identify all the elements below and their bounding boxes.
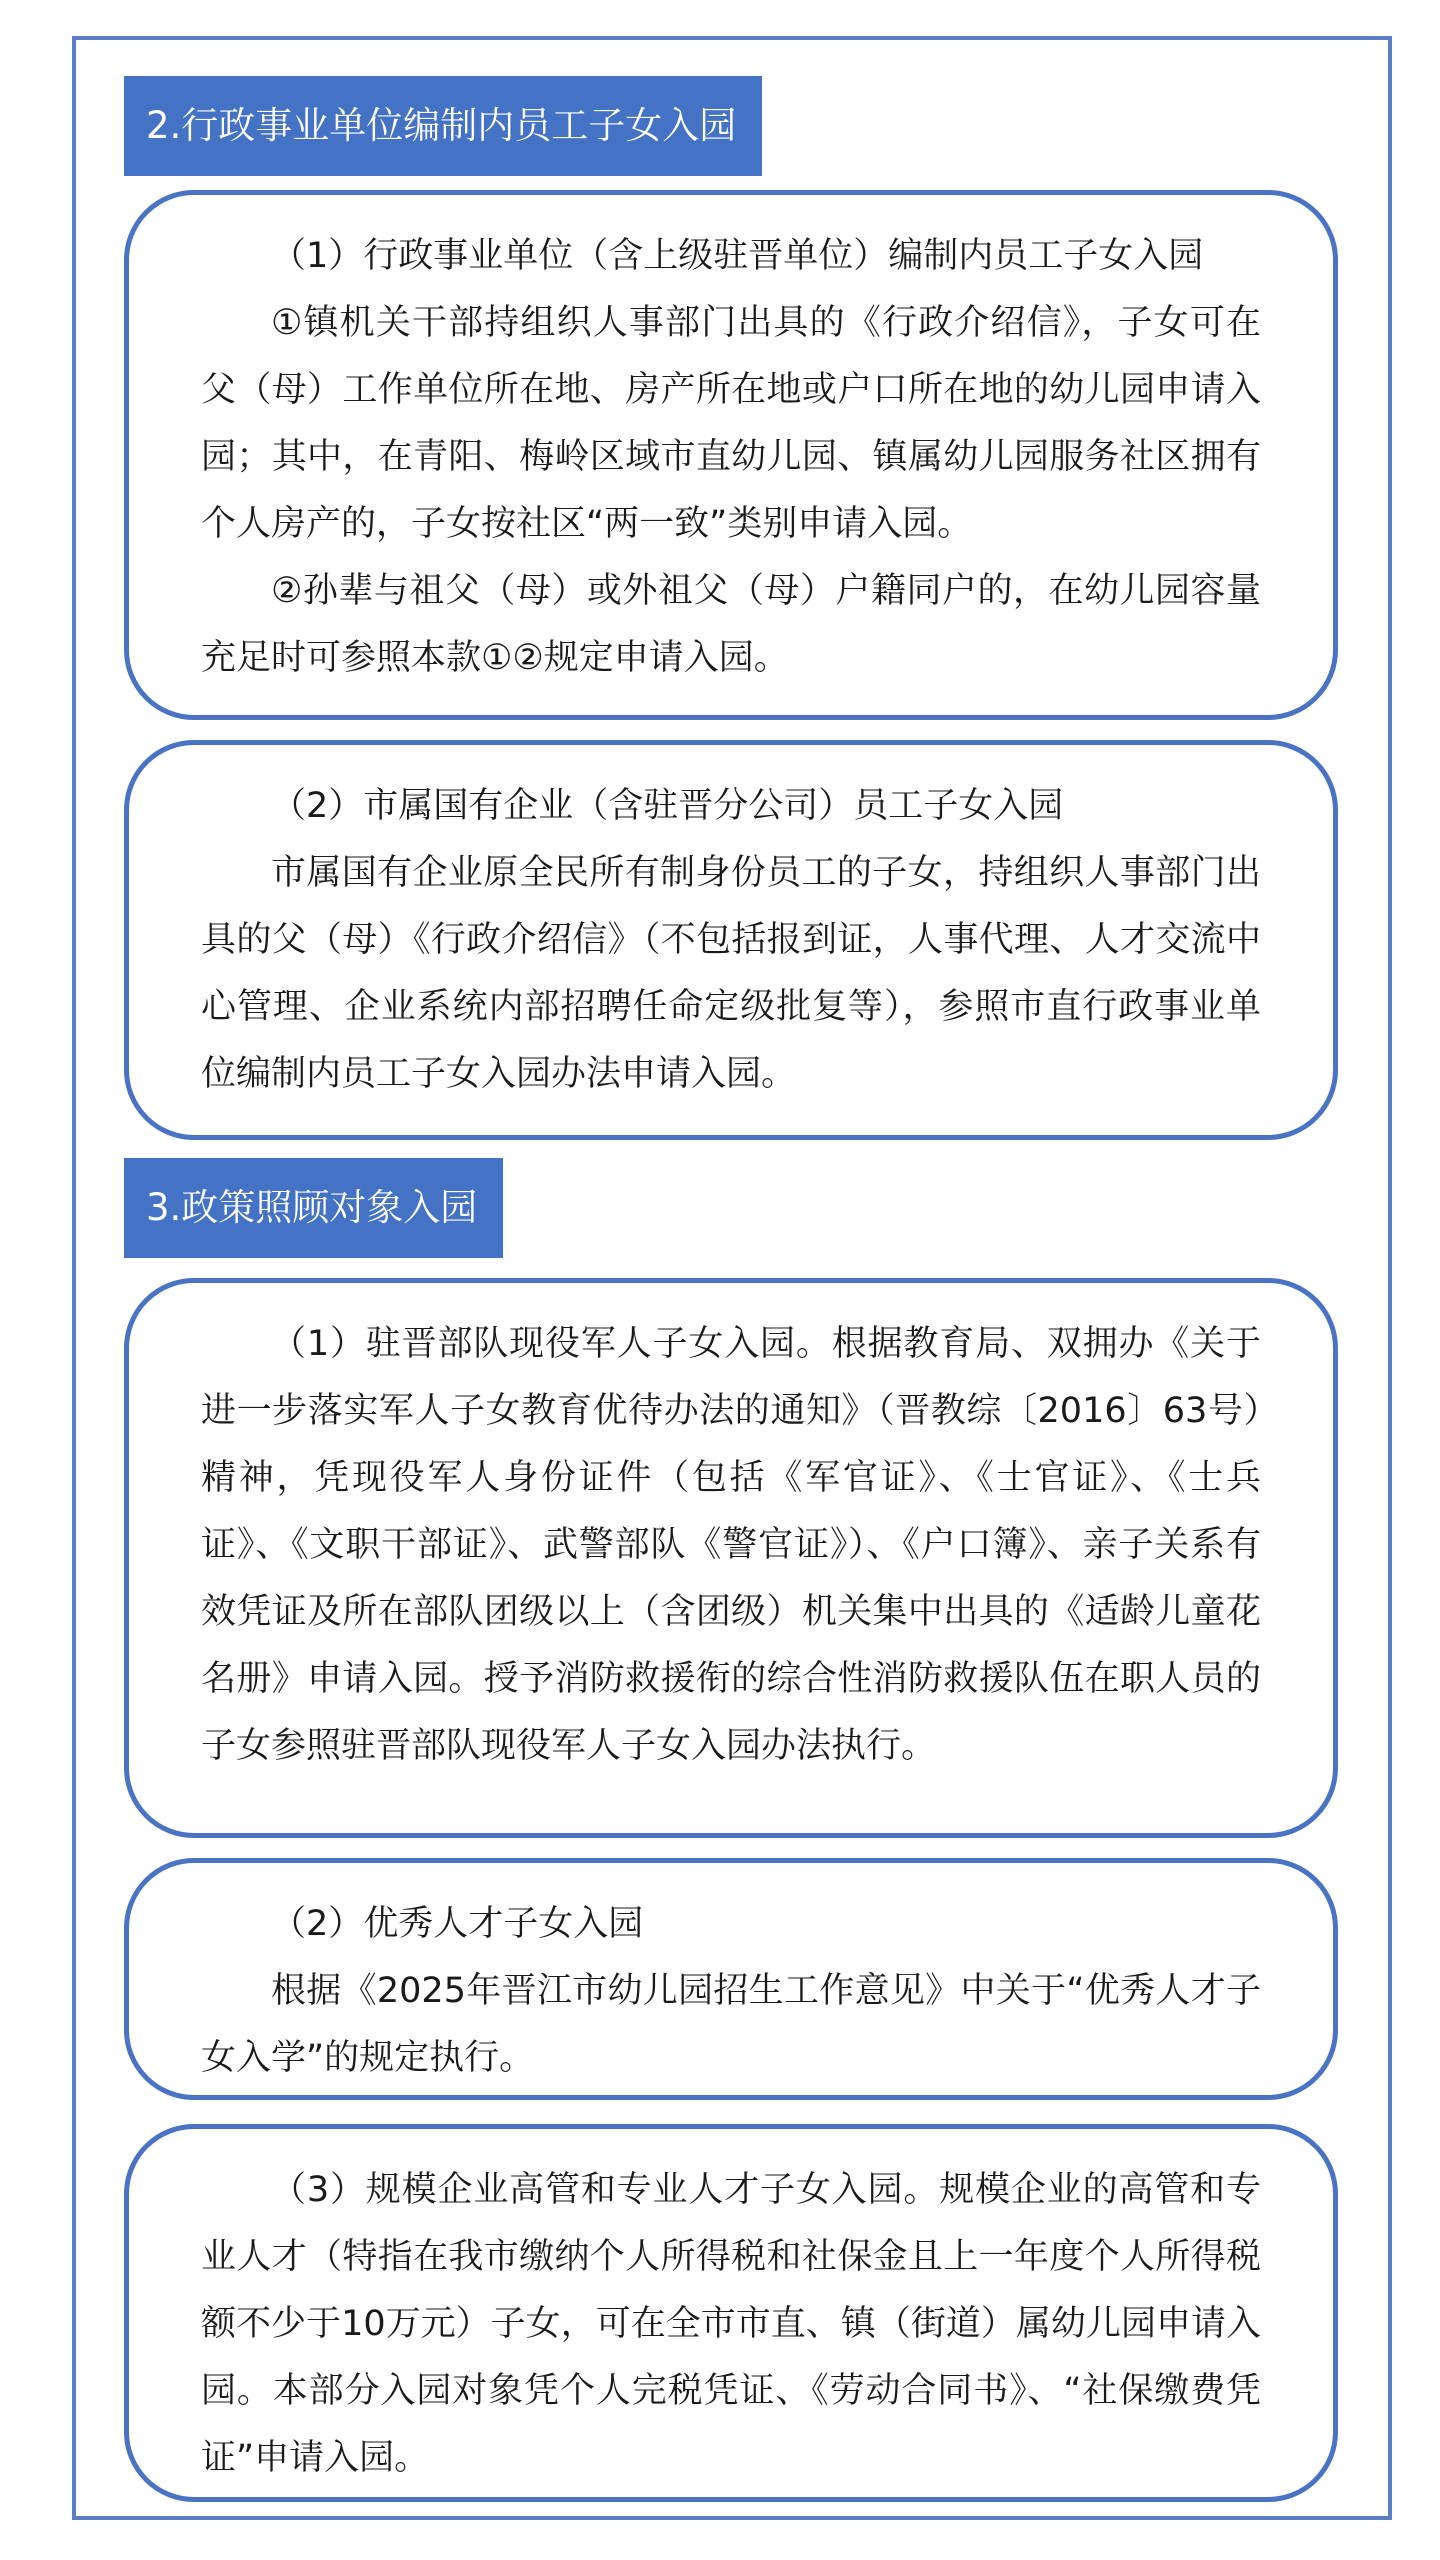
- card-3-1: [124, 1278, 1338, 1838]
- card-2-1-para-1: ①镇机关干部持组织人事部门出具的《行政介绍信》，子女可在父（母）工作单位所在地、房产所在地或户口所在地的幼儿园申请入园；其中，在青阳、梅岭区域市直幼儿园、镇属幼儿园服务社区拥有个人房产的，子女按社区“两一致”类别申请入园。: [201, 303, 1261, 544]
- card-2-2-para-1: 市属国有企业原全民所有制身份员工的子女，持组织人事部门出具的父（母）《行政介绍信》（不包括报到证，人事代理、人才交流中心管理、企业系统内部招聘任命定级批复等），参照市直行政事业单位编制内员工子女入园办法申请入园。: [201, 853, 1261, 1094]
- card-3-2-title: （2）优秀人才子女入园: [271, 1904, 644, 1944]
- card-3-3-para-1: （3）规模企业高管和专业人才子女入园。规模企业的高管和专业人才（特指在我市缴纳个人所得税和社保金且上一年度个人所得税额不少于10万元）子女，可在全市市直、镇（街道）属幼儿园申请入园。本部分入园对象凭个人完税凭证、《劳动合同书》、“社保缴费凭证”申请入园。: [201, 2170, 1261, 2478]
- card-3-1-para-1: （1）驻晋部队现役军人子女入园。根据教育局、双拥办《关于进一步落实军人子女教育优待办法的通知》（晋教综〔2016〕63号）精神，凭现役军人身份证件（包括《军官证》、《士官证》、《士兵证》、《文职干部证》、武警部队《警官证》）、《户口簿》、亲子关系有效凭证及所在部队团级以上（含团级）机关集中出具的《适龄儿童花名册》申请入园。授予消防救援衔的综合性消防救援队伍在职人员的子女参照驻晋部队现役军人子女入园办法执行。: [201, 1324, 1261, 1766]
- card-3-2: [124, 1858, 1338, 2100]
- card-2-2-title: （2）市属国有企业（含驻晋分公司）员工子女入园: [271, 786, 1064, 826]
- section-3-heading: 3.政策照顾对象入园: [124, 1158, 503, 1258]
- card-2-1-title: （1）行政事业单位（含上级驻晋单位）编制内员工子女入园: [271, 236, 1204, 276]
- card-2-1-para-2: ②孙辈与祖父（母）或外祖父（母）户籍同户的，在幼儿园容量充足时可参照本款①②规定申请入园。: [201, 571, 1261, 678]
- card-3-2-para-1: 根据《2025年晋江市幼儿园招生工作意见》中关于“优秀人才子女入学”的规定执行。: [201, 1971, 1261, 2078]
- card-3-3: [124, 2124, 1338, 2502]
- card-2-2: [124, 740, 1338, 1140]
- section-2-heading: 2.行政事业单位编制内员工子女入园: [124, 76, 762, 176]
- card-2-1: [124, 190, 1338, 720]
